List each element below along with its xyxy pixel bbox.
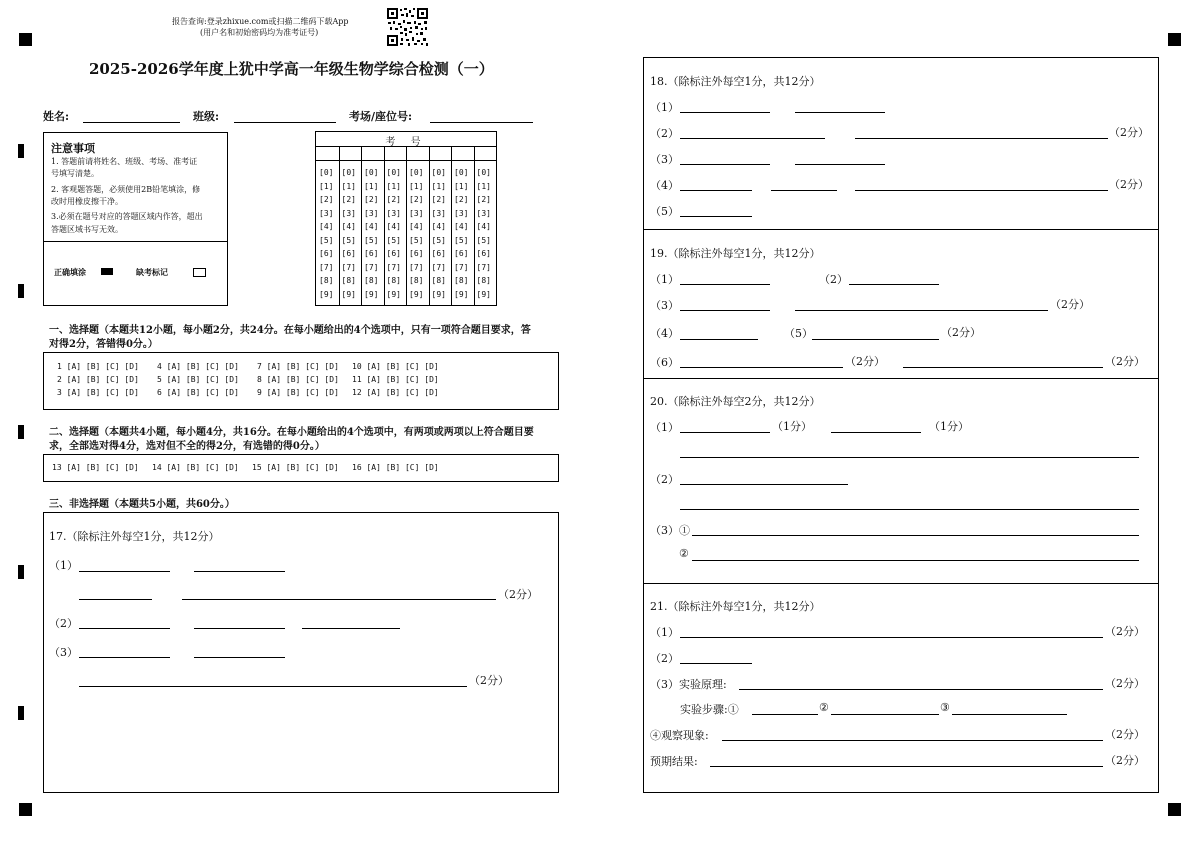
q19-blank[interactable] bbox=[849, 284, 939, 285]
exam-digit-bubble[interactable]: [3] bbox=[431, 208, 446, 218]
exam-digit-bubble[interactable]: [6] bbox=[476, 249, 491, 258]
q19-blank[interactable] bbox=[795, 310, 1048, 311]
q21-blank[interactable] bbox=[680, 637, 1103, 638]
q21-blank[interactable] bbox=[739, 689, 1103, 690]
choice-item[interactable]: 3 [A] [B] [C] [D] bbox=[57, 388, 139, 397]
exam-digit-bubble[interactable]: [9] bbox=[431, 289, 446, 299]
q18-blank[interactable] bbox=[680, 138, 825, 139]
q18-part1-label: （1） bbox=[650, 101, 679, 114]
q17-blank[interactable] bbox=[302, 628, 400, 629]
exam-digit-bubble[interactable]: [7] bbox=[409, 262, 424, 272]
exam-digit-bubble[interactable]: [5] bbox=[364, 235, 379, 245]
correct-fill-sample bbox=[101, 268, 113, 275]
q18-blank[interactable] bbox=[680, 112, 770, 113]
exam-digit-bubble[interactable]: [2] bbox=[386, 195, 401, 204]
absent-mark-label: 缺考标记 bbox=[136, 267, 168, 277]
q18-blank[interactable] bbox=[680, 216, 752, 217]
q18-blank[interactable] bbox=[855, 190, 1108, 191]
q19-part5-label: （5） bbox=[784, 327, 813, 340]
choice-item[interactable]: 4 [A] [B] [C] [D] bbox=[157, 362, 239, 371]
exam-digit-bubble[interactable]: [7] bbox=[431, 262, 446, 272]
grid-column-divider bbox=[339, 146, 340, 305]
exam-digit-bubble[interactable]: [0] bbox=[431, 168, 446, 177]
q19-points: （2分） bbox=[1105, 355, 1145, 368]
q21-points: （2分） bbox=[1105, 625, 1145, 638]
q17-part2-label: （2） bbox=[49, 617, 78, 630]
q18-blank[interactable] bbox=[795, 164, 885, 165]
q18-blank[interactable] bbox=[771, 190, 837, 191]
exam-digit-bubble[interactable]: [9] bbox=[386, 289, 401, 299]
exam-number-grid bbox=[315, 131, 497, 306]
q21-observe-label: ④观察现象: bbox=[650, 729, 709, 742]
grid-column-divider bbox=[429, 146, 430, 305]
q19-blank[interactable] bbox=[812, 339, 939, 340]
exam-digit-bubble[interactable]: [4] bbox=[454, 222, 469, 231]
exam-digit-bubble[interactable]: [0] bbox=[476, 168, 491, 177]
q18-blank[interactable] bbox=[795, 112, 885, 113]
q-divider bbox=[644, 378, 1158, 379]
section2-title: 二、选择题（本题共4小题，每小题4分，共16分。在每小题给出的4个选项中，有两项或两项以上符合题目要 bbox=[49, 427, 534, 438]
exam-digit-bubble[interactable]: [9] bbox=[409, 289, 424, 299]
q20-points: （1分） bbox=[772, 420, 812, 433]
exam-digit-bubble[interactable]: [9] bbox=[476, 289, 491, 299]
exam-digit-bubble[interactable]: [0] bbox=[409, 168, 424, 177]
notice-box bbox=[43, 132, 228, 306]
exam-digit-bubble[interactable]: [6] bbox=[409, 249, 424, 258]
corner-mark-bottom-left bbox=[19, 803, 32, 816]
exam-digit-bubble[interactable]: [8] bbox=[364, 276, 379, 285]
q21-steps-label: 实验步骤:① bbox=[680, 703, 739, 716]
choice-item[interactable]: 9 [A] [B] [C] [D] bbox=[257, 388, 339, 397]
exam-digit-bubble[interactable]: [1] bbox=[341, 181, 356, 191]
exam-digit-bubble[interactable]: [3] bbox=[476, 208, 491, 218]
timing-mark bbox=[18, 144, 24, 158]
q19-part3-label: （3） bbox=[650, 299, 679, 312]
exam-digit-bubble[interactable]: [5] bbox=[409, 235, 424, 245]
section2-title-cont: 求，全部选对得4分，选对但不全的得2分，有选错的得0分。） bbox=[49, 441, 325, 452]
q-divider bbox=[644, 583, 1158, 584]
choice-item[interactable]: 2 [A] [B] [C] [D] bbox=[57, 375, 139, 384]
exam-digit-bubble[interactable]: [6] bbox=[364, 249, 379, 258]
exam-digit-bubble[interactable]: [7] bbox=[319, 262, 334, 272]
q19-blank[interactable] bbox=[680, 310, 770, 311]
q17-blank[interactable] bbox=[79, 628, 170, 629]
q21-points: （2分） bbox=[1105, 728, 1145, 741]
q19-part6-label: （6） bbox=[650, 356, 679, 369]
exam-digit-bubble[interactable]: [9] bbox=[341, 289, 356, 299]
grid-column-divider bbox=[384, 146, 385, 305]
q19-blank[interactable] bbox=[903, 367, 1103, 368]
exam-digit-bubble[interactable]: [6] bbox=[431, 249, 446, 258]
exam-digit-bubble[interactable]: [4] bbox=[431, 222, 446, 231]
q17-points: （2分） bbox=[469, 674, 509, 687]
name-label: 姓名: bbox=[43, 110, 70, 123]
seat-field[interactable] bbox=[430, 122, 533, 123]
exam-digit-bubble[interactable]: [1] bbox=[319, 181, 334, 191]
exam-number-header: 考 号 bbox=[385, 137, 427, 148]
q19-blank[interactable] bbox=[680, 367, 843, 368]
exam-digit-bubble[interactable]: [4] bbox=[364, 222, 379, 231]
q20-blank[interactable] bbox=[692, 560, 1139, 561]
q17-blank[interactable] bbox=[79, 657, 170, 658]
q21-part2-label: （2） bbox=[650, 652, 679, 665]
q20-part3-label: （3）① bbox=[650, 524, 690, 537]
q20-part2-label: （2） bbox=[650, 473, 679, 486]
section3-title: 三、非选择题（本题共5小题，共60分。） bbox=[49, 499, 235, 510]
q21-part1-label: （1） bbox=[650, 626, 679, 639]
q21-blank[interactable] bbox=[952, 714, 1067, 715]
correct-fill-label: 正确填涂 bbox=[54, 267, 86, 277]
q18-blank[interactable] bbox=[680, 190, 752, 191]
corner-mark-top-left bbox=[19, 33, 32, 46]
q21-part3-label: （3）实验原理: bbox=[650, 678, 727, 691]
exam-digit-bubble[interactable]: [7] bbox=[364, 262, 379, 272]
exam-digit-bubble[interactable]: [0] bbox=[341, 168, 356, 177]
grid-column-divider bbox=[406, 146, 407, 305]
section1-title-cont: 对得2分，答错得0分。） bbox=[49, 339, 158, 350]
choice-item[interactable]: 12 [A] [B] [C] [D] bbox=[352, 388, 439, 397]
q20-blank[interactable] bbox=[680, 432, 770, 433]
choice-item[interactable]: 13 [A] [B] [C] [D] bbox=[52, 463, 139, 472]
exam-digit-bubble[interactable]: [3] bbox=[386, 208, 401, 218]
exam-digit-bubble[interactable]: [7] bbox=[454, 262, 469, 272]
name-field[interactable] bbox=[83, 122, 180, 123]
q19-points: （2分） bbox=[845, 355, 885, 368]
q18-title: 18.（除标注外每空1分，共12分） bbox=[650, 75, 821, 88]
exam-digit-bubble[interactable]: [6] bbox=[386, 249, 401, 258]
q18-blank[interactable] bbox=[680, 164, 770, 165]
q17-box bbox=[43, 512, 559, 793]
exam-digit-bubble[interactable]: [1] bbox=[409, 181, 424, 191]
q18-points: （2分） bbox=[1109, 126, 1149, 139]
q17-points: （2分） bbox=[498, 588, 538, 601]
report-line-2: (用户名和初始密码均为准考证号) bbox=[200, 28, 319, 37]
exam-digit-bubble[interactable]: [8] bbox=[454, 276, 469, 285]
timing-mark bbox=[18, 284, 24, 298]
q18-part5-label: （5） bbox=[650, 205, 679, 218]
notice-line: 改时用橡皮擦干净。 bbox=[51, 197, 123, 206]
q18-points: （2分） bbox=[1109, 178, 1149, 191]
exam-digit-bubble[interactable]: [3] bbox=[319, 208, 334, 218]
q17-blank[interactable] bbox=[194, 628, 285, 629]
choice-item[interactable]: 14 [A] [B] [C] [D] bbox=[152, 463, 239, 472]
q19-points: （2分） bbox=[941, 326, 981, 339]
exam-digit-bubble[interactable]: [8] bbox=[431, 276, 446, 285]
exam-digit-bubble[interactable]: [3] bbox=[454, 208, 469, 218]
exam-digit-bubble[interactable]: [8] bbox=[319, 276, 334, 285]
choice-item[interactable]: 16 [A] [B] [C] [D] bbox=[352, 463, 439, 472]
notice-line: 2. 客观题答题，必须使用2B铅笔填涂，修 bbox=[51, 185, 201, 194]
q-divider bbox=[644, 229, 1158, 230]
exam-digit-bubble[interactable]: [5] bbox=[319, 235, 334, 245]
corner-mark-bottom-right bbox=[1168, 803, 1181, 816]
choice-item[interactable]: 15 [A] [B] [C] [D] bbox=[252, 463, 339, 472]
exam-digit-bubble[interactable]: [6] bbox=[319, 249, 334, 258]
exam-digit-bubble[interactable]: [8] bbox=[386, 276, 401, 285]
q17-blank[interactable] bbox=[79, 686, 467, 687]
exam-digit-bubble[interactable]: [2] bbox=[319, 195, 334, 204]
q17-part3-label: （3） bbox=[49, 646, 78, 659]
q20-blank[interactable] bbox=[680, 484, 848, 485]
notice-divider bbox=[44, 241, 227, 242]
q18-part3-label: （3） bbox=[650, 153, 679, 166]
exam-digit-bubble[interactable]: [4] bbox=[341, 222, 356, 231]
exam-digit-bubble[interactable]: [0] bbox=[454, 168, 469, 177]
q21-blank[interactable] bbox=[752, 714, 818, 715]
q17-blank[interactable] bbox=[194, 657, 285, 658]
q21-points: （2分） bbox=[1105, 754, 1145, 767]
choice-item[interactable]: 11 [A] [B] [C] [D] bbox=[352, 375, 439, 384]
q20-part1-label: （1） bbox=[650, 421, 679, 434]
page-title: 2025-2026学年度上犹中学高一年级生物学综合检测（一） bbox=[89, 60, 494, 78]
q19-part1-label: （1） bbox=[650, 273, 679, 286]
q17-blank[interactable] bbox=[194, 571, 285, 572]
exam-digit-bubble[interactable]: [4] bbox=[319, 222, 334, 231]
exam-digit-bubble[interactable]: [2] bbox=[341, 195, 356, 204]
q20-points: （1分） bbox=[929, 420, 969, 433]
absent-mark-checkbox[interactable] bbox=[193, 268, 206, 277]
q17-blank[interactable] bbox=[79, 599, 152, 600]
exam-digit-bubble[interactable]: [8] bbox=[476, 276, 491, 285]
notice-line: 答题区域书写无效。 bbox=[51, 225, 123, 234]
exam-digit-bubble[interactable]: [4] bbox=[409, 222, 424, 231]
timing-mark bbox=[18, 565, 24, 579]
exam-digit-bubble[interactable]: [9] bbox=[364, 289, 379, 299]
seat-label: 考场/座位号: bbox=[349, 110, 413, 123]
exam-digit-bubble[interactable]: [1] bbox=[454, 181, 469, 191]
exam-digit-bubble[interactable]: [7] bbox=[386, 262, 401, 272]
timing-mark bbox=[18, 425, 24, 439]
exam-digit-bubble[interactable]: [9] bbox=[319, 289, 334, 299]
q20-blank[interactable] bbox=[831, 432, 921, 433]
q18-blank[interactable] bbox=[855, 138, 1108, 139]
q17-blank[interactable] bbox=[79, 571, 170, 572]
q21-step2-label: ② bbox=[819, 701, 829, 714]
notice-line: 1. 答题前请将姓名、班级、考场、准考证 bbox=[51, 157, 198, 166]
exam-digit-bubble[interactable]: [5] bbox=[341, 235, 356, 245]
exam-digit-bubble[interactable]: [0] bbox=[386, 168, 401, 177]
q17-title: 17.（除标注外每空1分，共12分） bbox=[49, 530, 220, 543]
q21-blank[interactable] bbox=[710, 766, 1103, 767]
choice-item[interactable]: 8 [A] [B] [C] [D] bbox=[257, 375, 339, 384]
section1-answer-box bbox=[43, 352, 559, 410]
corner-mark-top-right bbox=[1168, 33, 1181, 46]
exam-digit-bubble[interactable]: [9] bbox=[454, 289, 469, 299]
exam-digit-bubble[interactable]: [6] bbox=[454, 249, 469, 258]
exam-digit-bubble[interactable]: [2] bbox=[431, 195, 446, 204]
q19-blank[interactable] bbox=[680, 284, 770, 285]
exam-digit-bubble[interactable]: [8] bbox=[409, 276, 424, 285]
q21-blank[interactable] bbox=[831, 714, 939, 715]
exam-digit-bubble[interactable]: [3] bbox=[341, 208, 356, 218]
choice-item[interactable]: 1 [A] [B] [C] [D] bbox=[57, 362, 139, 371]
q21-title: 21.（除标注外每空1分，共12分） bbox=[650, 600, 821, 613]
exam-digit-bubble[interactable]: [0] bbox=[364, 168, 379, 177]
exam-digit-bubble[interactable]: [1] bbox=[386, 181, 401, 191]
q19-part2-label: （2） bbox=[819, 273, 848, 286]
q21-blank[interactable] bbox=[680, 663, 752, 664]
exam-digit-bubble[interactable]: [1] bbox=[431, 181, 446, 191]
exam-digit-bubble[interactable]: [2] bbox=[476, 195, 491, 204]
timing-mark bbox=[18, 706, 24, 720]
exam-digit-bubble[interactable]: [1] bbox=[364, 181, 379, 191]
q17-part1-label: （1） bbox=[49, 559, 78, 572]
exam-digit-bubble[interactable]: [8] bbox=[341, 276, 356, 285]
q19-blank[interactable] bbox=[680, 339, 758, 340]
grid-column-divider bbox=[361, 146, 362, 305]
q20-title: 20.（除标注外每空2分，共12分） bbox=[650, 395, 821, 408]
right-column-box bbox=[643, 57, 1159, 793]
q20-blank[interactable] bbox=[680, 509, 1139, 510]
exam-digit-bubble[interactable]: [6] bbox=[341, 249, 356, 258]
q18-part4-label: （4） bbox=[650, 179, 679, 192]
grid-column-divider bbox=[474, 146, 475, 305]
q21-expected-label: 预期结果: bbox=[650, 755, 698, 768]
exam-digit-bubble[interactable]: [3] bbox=[409, 208, 424, 218]
exam-digit-bubble[interactable]: [2] bbox=[364, 195, 379, 204]
exam-digit-bubble[interactable]: [2] bbox=[409, 195, 424, 204]
q20-blank[interactable] bbox=[680, 457, 1139, 458]
q19-part4-label: （4） bbox=[650, 327, 679, 340]
q20-blank[interactable] bbox=[692, 535, 1139, 536]
exam-digit-bubble[interactable]: [5] bbox=[476, 235, 491, 245]
exam-digit-bubble[interactable]: [1] bbox=[476, 181, 491, 191]
exam-digit-bubble[interactable]: [4] bbox=[476, 222, 491, 231]
exam-digit-bubble[interactable]: [0] bbox=[319, 168, 334, 177]
section1-title: 一、选择题（本题共12小题，每小题2分，共24分。在每小题给出的4个选项中，只有一项符合题目要求，答 bbox=[49, 325, 531, 336]
exam-digit-bubble[interactable]: [4] bbox=[386, 222, 401, 231]
exam-digit-bubble[interactable]: [7] bbox=[476, 262, 491, 272]
notice-line: 3.必须在题号对应的答题区域内作答，超出 bbox=[51, 212, 203, 221]
q19-points: （2分） bbox=[1050, 298, 1090, 311]
q20-part3b-label: ② bbox=[679, 547, 689, 560]
notice-line: 号填写清楚。 bbox=[51, 169, 99, 178]
exam-digit-bubble[interactable]: [5] bbox=[454, 235, 469, 245]
exam-digit-bubble[interactable]: [2] bbox=[454, 195, 469, 204]
choice-item[interactable]: 10 [A] [B] [C] [D] bbox=[352, 362, 439, 371]
choice-item[interactable]: 6 [A] [B] [C] [D] bbox=[157, 388, 239, 397]
choice-item[interactable]: 7 [A] [B] [C] [D] bbox=[257, 362, 339, 371]
exam-digit-bubble[interactable]: [5] bbox=[431, 235, 446, 245]
exam-digit-bubble[interactable]: [3] bbox=[364, 208, 379, 218]
q21-points: （2分） bbox=[1105, 677, 1145, 690]
exam-digit-bubble[interactable]: [5] bbox=[386, 235, 401, 245]
grid-column-divider bbox=[451, 146, 452, 305]
notice-title: 注意事项 bbox=[51, 142, 95, 155]
q19-title: 19.（除标注外每空1分，共12分） bbox=[650, 247, 821, 260]
q21-blank[interactable] bbox=[722, 740, 1103, 741]
class-label: 班级: bbox=[193, 110, 220, 123]
q17-blank[interactable] bbox=[182, 599, 496, 600]
class-field[interactable] bbox=[234, 122, 336, 123]
qr-code-icon bbox=[386, 7, 429, 47]
q18-part2-label: （2） bbox=[650, 127, 679, 140]
report-line-1: 报告查询:登录zhixue.com或扫描二维码下载App bbox=[172, 17, 349, 26]
section2-answer-box bbox=[43, 454, 559, 482]
choice-item[interactable]: 5 [A] [B] [C] [D] bbox=[157, 375, 239, 384]
exam-digit-bubble[interactable]: [7] bbox=[341, 262, 356, 272]
q21-step3-label: ③ bbox=[940, 701, 950, 714]
